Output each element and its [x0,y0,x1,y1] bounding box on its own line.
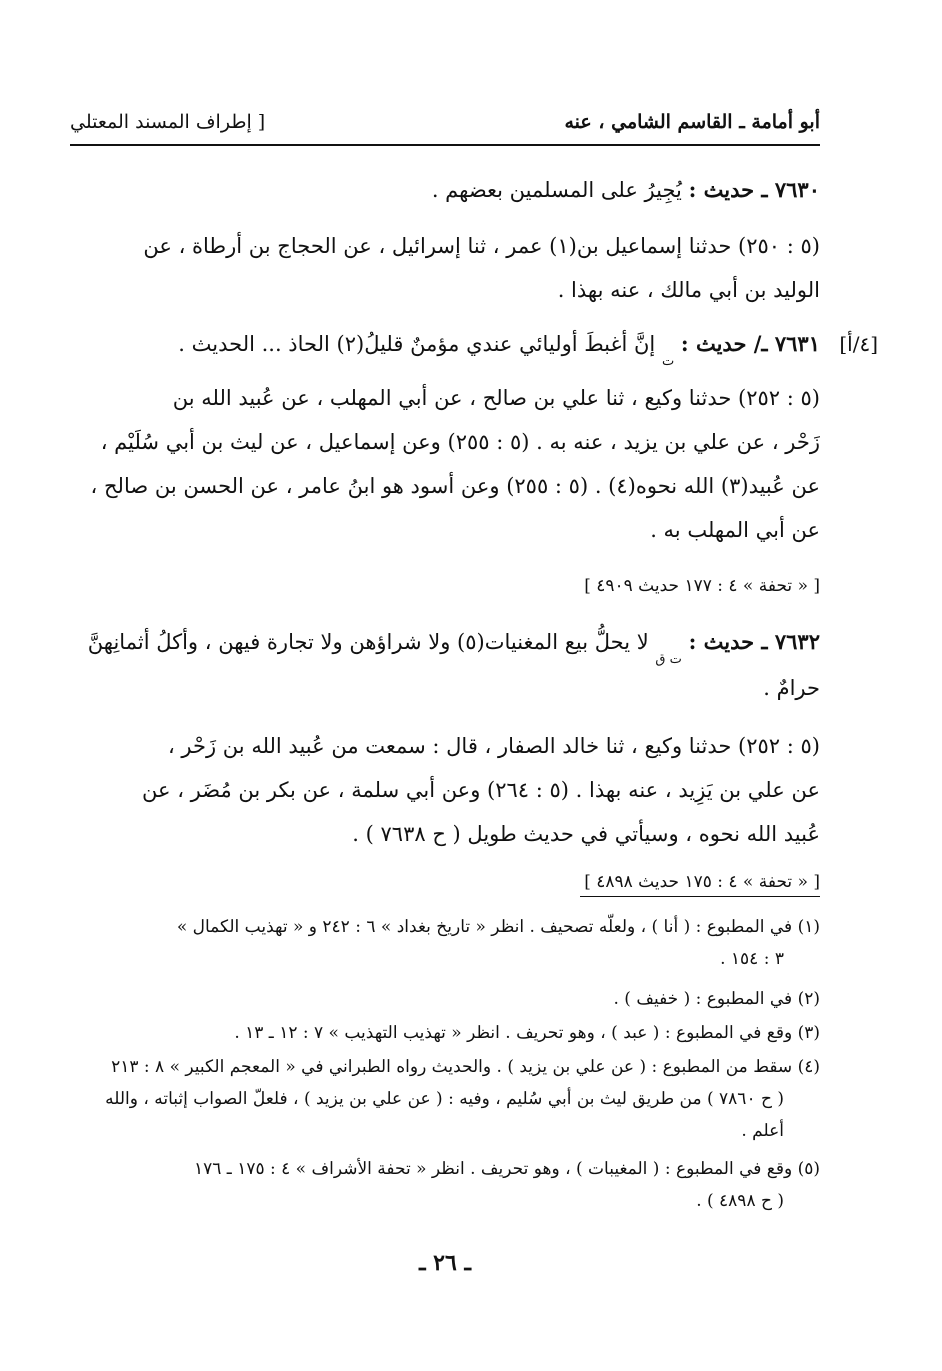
hadith-number: ٧٦٣١ ـ/ حديث : [680,331,820,356]
isnad-line: عُبيد الله نحوه ، وسيأتي في حديث طويل ( ح ٧٦٣٨ ) . [352,822,820,846]
isnad-line: (٥ : ٢٥٠) حدثنا إسماعيل بن(١) عمر ، ثنا إسرائيل ، عن الحجاج بن أرطاة ، عن [143,234,820,258]
footnote-line: (٤) سقط من المطبوع : ( عن علي بن يزيد ) . والحديث رواه الطبراني في « المعجم الكبير » ٨ : ٢١٣ [111,1057,820,1077]
footnote-line: ( ح ٤٨٩٨ ) . [696,1191,784,1211]
siglum: ت [661,354,675,369]
siglum: ت ق [655,652,682,667]
hadith-7630 [70,168,820,212]
isnad-line: (٥ : ٢٥٢) حدثنا وكيع ، ثنا خالد الصفار ، قال : سمعت من عُبيد الله بن زَحْر ، [167,734,820,758]
hadith-text: يُجِيرُ على المسلمين بعضهم . [431,178,682,202]
hadith-number: ٧٦٣٢ ـ حديث : [688,629,820,654]
footnote-line: ( ح ٧٨٦٠ ) من طريق ليث بن أبي سُليم ، وفيه : ( عن علي بن يزيد ) ، فلعلّ الصواب إثباته ، والله [105,1089,784,1109]
hadith-text: لا يحلُّ بيع المغنيات(٥) ولا شراؤهن ولا تجارة فيهن ، وأكلُ أثمانِهنَّ [87,630,649,654]
isnad-line: عن أبي المهلب به . [650,518,820,542]
page-number: ـ ٢٦ ـ [419,1250,471,1276]
isnad-line: زَحْر ، عن علي بن يزيد ، عنه به . (٥ : ٢٥٥) وعن إسماعيل ، عن ليث بن أبي سُلَيْم ، [100,430,820,454]
footnote-line: أعلم . [741,1121,784,1141]
tuhfa-reference: [ « تحفة » ٤ : ١٧٥ حديث ٤٨٩٨ ] [584,872,820,892]
footnote-line: (١) في المطبوع : ( أنا ) ، ولعلّه تصحيف . انظر « تاريخ بغداد » ٦ : ٢٤٢ و « تهذيب الكمال » [176,917,820,937]
header-right: أبو أمامة ـ القاسم الشامي ، عنه [564,111,820,133]
footnote-line: (٣) وقع في المطبوع : ( عبد ) ، وهو تحريف . انظر « تهذيب التهذيب » ٧ : ١٢ ـ ١٣ . [234,1023,820,1043]
isnad-line: (٥ : ٢٥٢) حدثنا وكيع ، ثنا علي بن صالح ، عن أبي المهلب ، عن عُبيد الله بن [172,386,820,410]
hadith-text-line: حرامٌ . [763,676,820,700]
running-header [70,100,820,146]
hadith-number: ٧٦٣٠ ـ حديث : [688,177,820,202]
hadith-7632 [70,620,820,668]
footnote-line: (٢) في المطبوع : ( خفيف ) . [613,989,820,1009]
hadith-7631 [70,322,878,370]
tuhfa-reference: [ « تحفة » ٤ : ١٧٧ حديث ٤٩٠٩ ] [584,576,820,596]
manuscript-folio-marker: [٤/أ] [839,332,878,356]
isnad-line: عن علي بن يَزِيد ، عنه بهذا . (٥ : ٢٦٤) وعن أبي سلمة ، عن بكر بن مُضَر ، عن [142,778,820,802]
isnad-line: عن عُبيد(٣) الله نحوه(٤) . (٥ : ٢٥٥) وعن أسود هو ابنُ عامر ، عن الحسن بن صالح ، [90,474,820,498]
footnote-line: ٣ : ١٥٤ . [720,949,784,969]
isnad-line: الوليد بن أبي مالك ، عنه بهذا . [557,278,820,302]
header-left: [ إطراف المسند المعتلي [70,111,266,133]
document-page [70,100,878,1350]
footnote-separator [580,896,820,897]
footnote-line: (٥) وقع في المطبوع : ( المغيبات ) ، وهو تحريف . انظر « تحفة الأشراف » ٤ : ١٧٥ ـ ١٧٦ [193,1159,820,1179]
hadith-text: إنَّ أغبطَ أوليائي عندي مؤمنٌ قليلُ(٢) الحاذ ... الحديث . [178,332,656,356]
